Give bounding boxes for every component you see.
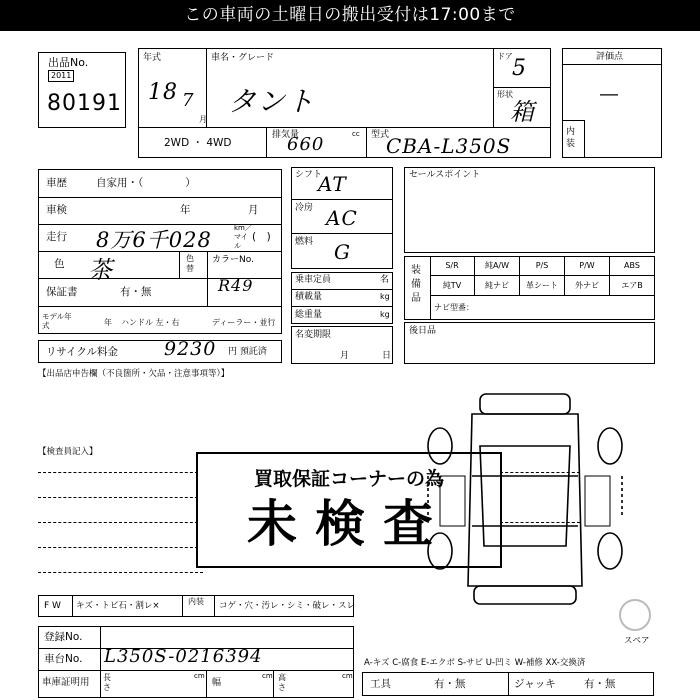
doors-value: 5 <box>512 56 527 81</box>
car-body-outline <box>468 414 582 586</box>
equip-tv: 純TV <box>430 276 475 296</box>
fw-text: キズ・トビ石・割レ× <box>76 601 160 611</box>
wheel-front-right <box>598 428 622 464</box>
shaken-label: 車検 <box>46 204 67 216</box>
stamp-line2: 未検査 <box>247 495 451 553</box>
jack-value: 有・無 <box>584 678 616 690</box>
reg-label: 登録No. <box>44 631 83 643</box>
equip-leather: 革シート <box>520 276 565 296</box>
equip-airbag: エアB <box>610 276 655 296</box>
shaken-month: 月 <box>248 204 259 216</box>
navi-model-label: ナビ型番： <box>434 303 474 312</box>
equipment-label: 装備品 <box>411 265 421 304</box>
drive-label: 2WD ・ 4WD <box>164 137 232 149</box>
history-value: 自家用・（ ） <box>96 177 196 189</box>
color-no-value: R49 <box>218 276 254 295</box>
car-damage-diagram <box>410 386 640 611</box>
mileage-value: 8万6千028 <box>96 228 212 252</box>
height-label: 高さ <box>278 673 286 692</box>
mileage-units: km／マイル <box>234 224 252 250</box>
mileage-paren: ( ) <box>252 231 271 243</box>
equip-abs: ABS <box>610 256 655 276</box>
mileage-label: 走行 <box>46 231 67 243</box>
equip-pw: P/W <box>565 256 610 276</box>
fw-label: F W <box>44 601 61 611</box>
cc-unit: cc <box>352 130 360 138</box>
deadline-day: 日 <box>382 351 392 361</box>
lot-number-box <box>38 52 126 128</box>
load-unit: kg <box>380 292 390 301</box>
displacement-value: 660 <box>287 134 325 155</box>
lot-number: 80191 <box>47 91 122 116</box>
ac-label: 冷房 <box>295 203 314 213</box>
handle-label: ハンドル 左・右 <box>121 318 180 327</box>
length-label: 長さ <box>103 673 111 692</box>
dealer-label: ディーラー・並行 <box>212 318 276 327</box>
doors-label: ドア <box>497 52 513 61</box>
color-no-label: カラーNo. <box>212 255 254 265</box>
car-name-value: タント <box>228 85 316 118</box>
damage-legend: A-キズ C-腐食 E-エクボ S-サビ U-凹ミ W-補修 XX-交換済 <box>364 658 586 668</box>
shape-value: 箱 <box>510 98 535 126</box>
width-label: 幅 <box>212 678 222 688</box>
shaken-year: 年 <box>180 204 191 216</box>
spare-tire-icon <box>618 598 652 632</box>
width-cm: cm <box>262 672 273 680</box>
wheel-front-left <box>428 428 452 464</box>
gross-label: 総重量 <box>295 310 323 320</box>
fuel-value: G <box>334 240 351 264</box>
spare-label: スペア <box>624 636 650 646</box>
jack-label: ジャッキ <box>514 678 556 690</box>
warranty-label: 保証書 <box>46 286 78 298</box>
month-value: 7 <box>182 90 195 111</box>
saturday-notice-banner: この車両の土曜日の搬出受付は17:00まで <box>0 0 700 31</box>
gross-unit: kg <box>380 310 390 319</box>
deadline-label: 名変期限 <box>295 330 332 340</box>
chassis-value: L350S-0216394 <box>104 646 263 667</box>
fuel-label: 燃料 <box>295 237 314 247</box>
warranty-value: 有・無 <box>120 286 152 298</box>
equip-ext-navi: 外ナビ <box>565 276 610 296</box>
rating-value: ― <box>600 84 618 105</box>
inspector-label: 【検査員記入】 <box>38 447 98 457</box>
stamp-line1: 買取保証コーナーの為 <box>253 468 444 490</box>
model-value: CBA-L350S <box>386 134 512 158</box>
color-label: 色 <box>54 258 65 270</box>
chassis-label: 車台No. <box>44 653 83 665</box>
capacity-label: 乗車定員 <box>295 275 332 285</box>
history-label: 車歴 <box>46 177 67 189</box>
model-year-label: モデル年式 <box>42 312 72 330</box>
shape-label: 形状 <box>497 90 513 99</box>
lot-label: 出品No. <box>48 56 89 69</box>
recycle-unit: 円 預託済 <box>228 347 267 357</box>
sales-point-box <box>404 167 655 253</box>
lot-year: 2011 <box>48 70 74 82</box>
interior-rating-label: 内装 <box>566 127 576 149</box>
color-value: 茶 <box>88 256 113 284</box>
length-cm: cm <box>194 672 205 680</box>
displacement-label: 排気量 <box>272 130 300 140</box>
wheel-rear-right <box>598 533 622 569</box>
recycle-value: 9230 <box>164 338 217 360</box>
car-rear-bumper <box>474 586 576 604</box>
capacity-unit: 名 <box>380 275 390 285</box>
deadline-month: 月 <box>340 351 350 361</box>
fw-interior-text: コゲ・穴・汚レ・シミ・破レ・スレ <box>219 601 356 611</box>
tools-value: 有・無 <box>434 678 466 690</box>
year-value: 18 <box>148 80 178 105</box>
equip-navi: 純ナビ <box>475 276 520 296</box>
recycle-label: リサイクル料金 <box>46 346 119 358</box>
equip-sr: S/R <box>430 256 475 276</box>
declaration-label: 【出品店申告欄（不良箇所・欠品・注意事項等）】 <box>38 369 230 379</box>
wheel-rear-left <box>428 533 452 569</box>
month-unit: 月 <box>199 115 207 124</box>
model-year-unit: 年 <box>104 318 112 327</box>
equip-aw: 純A/W <box>475 256 520 276</box>
sales-point-label: セールスポイント <box>409 170 481 180</box>
fw-interior-label: 内装 <box>188 597 204 606</box>
year-label: 年式 <box>143 53 162 63</box>
car-name-label: 車名・グレード <box>211 53 275 63</box>
car-roof <box>480 446 570 546</box>
notes-label: 後日品 <box>409 326 437 336</box>
notes-box <box>404 322 655 364</box>
shift-label: シフト <box>295 170 323 180</box>
garage-label: 車庫証明用 <box>42 677 90 688</box>
shift-value: AT <box>318 172 347 196</box>
ac-value: AC <box>326 206 358 230</box>
car-front-bumper <box>480 394 570 414</box>
height-cm: cm <box>342 672 353 680</box>
load-label: 積載量 <box>295 292 323 302</box>
rating-label: 評価点 <box>596 52 624 62</box>
color-change-label: 色替 <box>186 254 194 273</box>
model-label: 型式 <box>371 130 390 140</box>
tools-label: 工具 <box>370 678 391 690</box>
equip-ps: P/S <box>520 256 565 276</box>
